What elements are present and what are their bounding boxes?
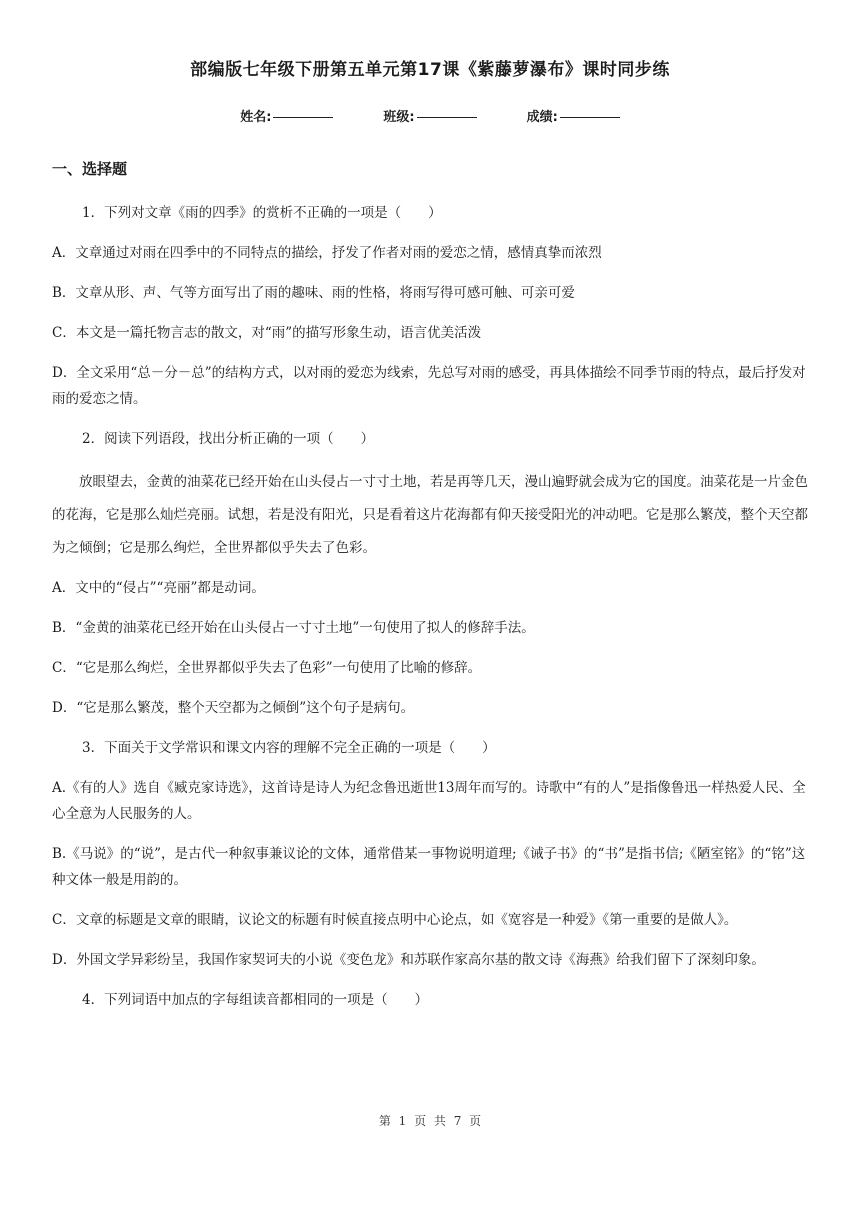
question-3 (52, 735, 810, 973)
question-1 (52, 200, 810, 412)
option-a: A．文中的“侵占”“亮丽”都是动词。 (52, 580, 265, 596)
option-a: A.《有的人》选自《臧克家诗选》，这首诗是诗人为纪念鲁迅逝世13周年而写的。诗歌中“有的人”是指像鲁迅一样热爱人民、全心全意为人民服务的人。 (52, 780, 806, 822)
question-list (52, 200, 810, 1027)
option-c: C．本文是一篇托物言志的散文，对“雨”的描写形象生动，语言优美活泼 (52, 325, 482, 341)
page-footer: 第 1 页 共 7 页 (378, 1114, 482, 1128)
score-blank (560, 117, 620, 118)
option-d: D．全文采用“总－分－总”的结构方式，以对雨的爱恋为线索，先总写对雨的感受，再具体描绘不同季节雨的特点，最后抒发对雨的爱恋之情。 (52, 365, 806, 407)
question-stem: 4．下列词语中加点的字每组读音都相同的一项是（ ） (82, 992, 429, 1008)
option-c: C．文章的标题是文章的眼睛，议论文的标题有时候直接点明中心论点，如《宽容是一种爱》《第一重要的是做人》。 (52, 912, 738, 928)
name-blank (273, 117, 333, 118)
question-4 (52, 987, 810, 1013)
class-label: 班级: (383, 110, 415, 125)
page-title: 部编版七年级下册第五单元第17课《紫藤萝瀑布》课时同步练 (190, 60, 670, 80)
reading-passage: 放眼望去，金黄的油菜花已经开始在山头侵占一寸寸土地，若是再等几天，漫山遍野就会成为它的国度。油菜花是一片金色的花海，它是那么灿烂亮丽。试想，若是没有阳光，只是看着这片花海都有仰天接受阳光的冲动吧。它是那么繁茂，整个天空都为之倾倒；它是那么绚烂，全世界都似乎失去了色彩。 (52, 474, 808, 556)
option-b: B．文章从形、声、气等方面写出了雨的趣味、雨的性格，将雨写得可感可触、可亲可爱 (52, 285, 575, 301)
question-stem: 1．下列对文章《雨的四季》的赏析不正确的一项是（ ） (82, 205, 442, 221)
score-label: 成绩: (526, 110, 558, 125)
option-d: D．外国文学异彩纷呈，我国作家契诃夫的小说《变色龙》和苏联作家高尔基的散文诗《海燕》给我们留下了深刻印象。 (52, 952, 765, 968)
option-b: B.《马说》的“说”，是古代一种叙事兼议论的文体，通常借某一事物说明道理;《诫子书》的“书”是指书信;《陋室铭》的“铭”这种文体一般是用韵的。 (52, 846, 806, 888)
question-2 (52, 426, 810, 721)
class-field (383, 106, 476, 125)
option-b: B．“金黄的油菜花已经开始在山头侵占一寸寸土地”一句使用了拟人的修辞手法。 (52, 620, 535, 636)
option-c: C．“它是那么绚烂，全世界都似乎失去了色彩”一句使用了比喻的修辞。 (52, 660, 482, 676)
class-blank (417, 117, 477, 118)
name-field (240, 106, 333, 125)
question-stem: 2．阅读下列语段，找出分析正确的一项（ ） (82, 431, 375, 447)
option-d: D．“它是那么繁茂，整个天空都为之倾倒”这个句子是病句。 (52, 700, 415, 716)
score-field (527, 106, 620, 125)
student-info-row (0, 106, 860, 125)
name-label: 姓名: (240, 110, 272, 125)
section-heading: 一、选择题 (52, 160, 128, 178)
question-stem: 3．下面关于文学常识和课文内容的理解不完全正确的一项是（ ） (82, 740, 496, 756)
option-a: A．文章通过对雨在四季中的不同特点的描绘，抒发了作者对雨的爱恋之情，感情真挚而浓烈 (52, 245, 602, 261)
